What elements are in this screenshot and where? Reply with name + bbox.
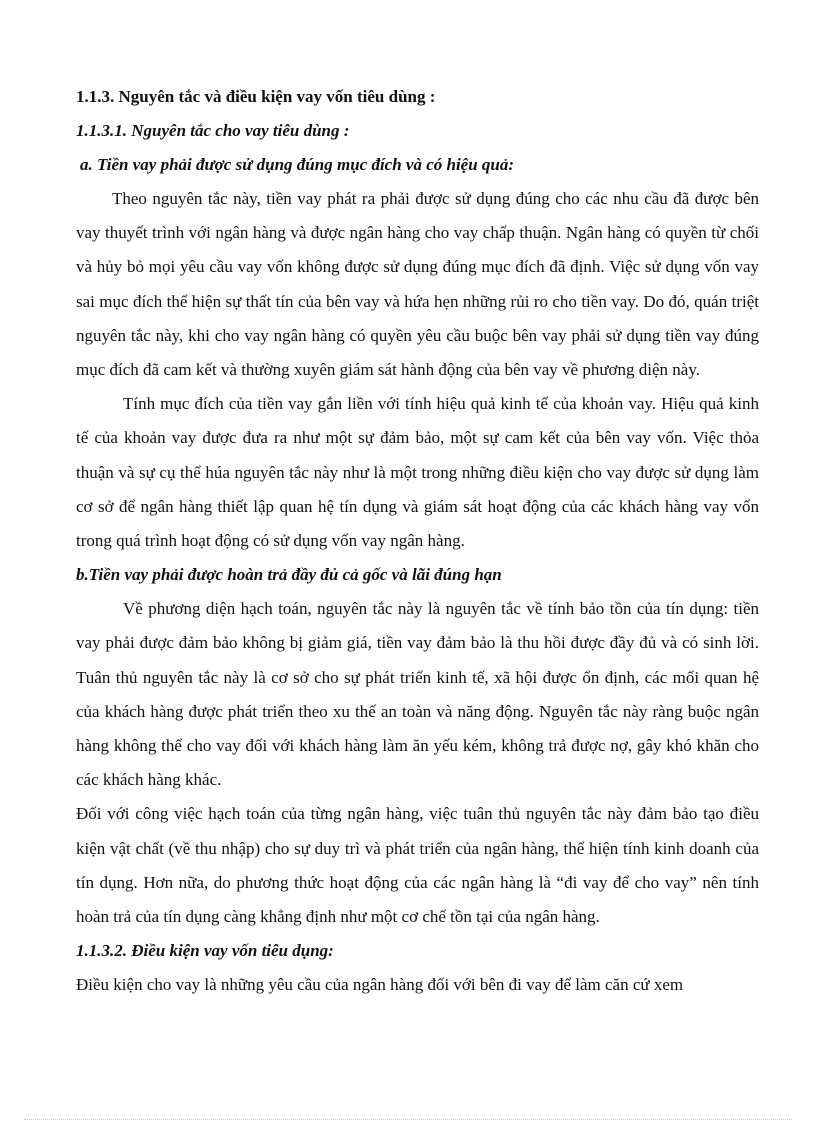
paragraph-2: Tính mục đích của tiền vay gắn liền với tính hiệu quả kinh tế của khoản vay. Hiệu quả kinh tế của khoản vay được đưa ra như một sự đảm bảo, một sự cam kết của bên vay vốn. Việc thỏa thuận và sự cụ thể húa nguyên tắc này như là một trong những điều kiện cho vay được sử dụng làm cơ sở để ngân hàng thiết lập quan hệ tín dụng và giám sát hoạt động của các khách hàng vay vốn trong quá trình hoạt động có sử dụng vốn vay ngân hàng. <box>76 394 759 551</box>
section-heading-1-1-3-2: 1.1.3.2. Điều kiện vay vốn tiêu dụng: <box>76 941 334 961</box>
paragraph-3: Về phương diện hạch toán, nguyên tắc này là nguyên tắc về tính bảo tồn của tín dụng: tiền vay phải được đảm bảo không bị giảm giá, tiền vay đảm bảo là thu hồi được đầy đủ và có sinh lời. Tuân thủ nguyên tắc này là cơ sở cho sự phát triển kinh tế, xã hội được ổn định, các mối quan hệ của khách hàng được phát triển theo xu thế an toàn và năng động. Nguyên tắc này ràng buộc ngân hàng không thể cho vay đối với khách hàng làm ăn yếu kém, không trả được nợ, gây khó khăn cho các khách hàng khác. <box>76 599 759 790</box>
section-heading-1-1-3: 1.1.3. Nguyên tắc và điều kiện vay vốn tiêu dùng : <box>76 87 436 106</box>
paragraph-5: Điều kiện cho vay là những yêu cầu của ngân hàng đối với bên đi vay để làm căn cứ xem <box>76 975 684 995</box>
principle-heading-a: a. Tiền vay phải được sử dụng đúng mục đích và có hiệu quả: <box>80 155 515 174</box>
section-heading-1-1-3-1: 1.1.3.1. Nguyên tắc cho vay tiêu dùng : <box>76 121 350 140</box>
document-body <box>76 80 759 1002</box>
principle-heading-b: b.Tiền vay phải được hoàn trả đầy đủ cả gốc và lãi đúng hạn <box>76 565 502 585</box>
paragraph-1: Theo nguyên tắc này, tiền vay phát ra phải được sử dụng đúng cho các nhu cầu đã được bên vay thuyết trình với ngân hàng và được ngân hàng cho vay chấp thuận. Ngân hàng có quyền từ chối và hủy bỏ mọi yêu cầu vay vốn không được sử dụng đúng mục đích đã định. Việc sử dụng vốn vay sai mục đích thể hiện sự thất tín của bên vay và hứa hẹn những rủi ro cho tiền vay. Do đó, quán triệt nguyên tắc này, khi cho vay ngân hàng có quyền yêu cầu buộc bên vay phải sử dụng tiền vay đúng mục đích đã cam kết và thường xuyên giám sát hành động của bên vay về phương diện này. <box>76 189 759 380</box>
page-bottom-divider <box>24 1119 792 1120</box>
paragraph-4: Đối với công việc hạch toán của từng ngân hàng, việc tuân thủ nguyên tắc này đảm bảo tạo điều kiện vật chất (về thu nhập) cho sự duy trì và phát triển của ngân hàng, thể hiện tính kinh doanh của tín dụng. Hơn nữa, do phương thức hoạt động của các ngân hàng là “đi vay để cho vay” nên tính hoàn trả của tín dụng càng khẳng định như một cơ chế tồn tại của ngân hàng. <box>76 804 759 927</box>
